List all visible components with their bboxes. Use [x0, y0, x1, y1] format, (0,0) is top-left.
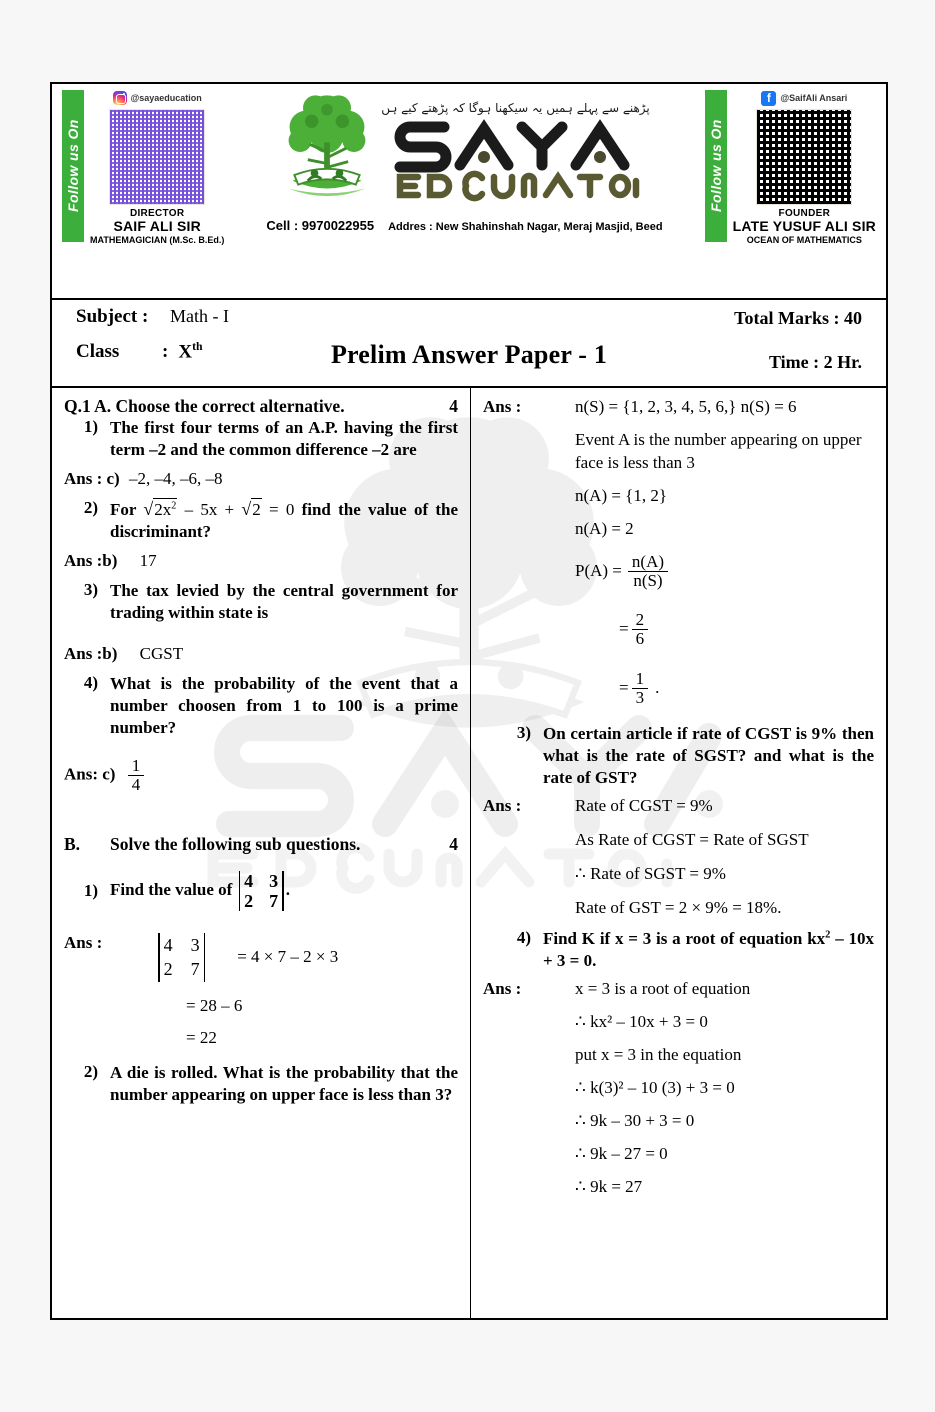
answer-a1-label: Ans : c)	[64, 469, 120, 489]
answer-r3-step-2: As Rate of CGST = Rate of SGST	[575, 829, 809, 849]
answer-r4	[483, 978, 874, 1205]
answer-b1-step-2: = 28 – 6	[186, 995, 243, 1015]
question-a3-number: 3)	[83, 579, 98, 599]
answer-a1	[64, 467, 458, 492]
question-b1-text	[110, 871, 458, 911]
answer-a1-value: –2, –4, –6, –8	[128, 469, 223, 489]
det-cell-r2c2: 7	[269, 890, 279, 911]
answer-r3	[483, 795, 874, 926]
saya-logo-text	[390, 113, 640, 173]
answer-b1-content	[156, 933, 458, 1048]
founder-role-label: FOUNDER	[778, 208, 831, 219]
det-ans-r2c2: 7	[190, 959, 200, 980]
pa-fraction	[628, 553, 668, 590]
pa-label: P(A) =	[575, 560, 622, 580]
answer-b1-step-1: = 4 × 7 – 2 × 3	[237, 947, 339, 967]
question-a2-suffix: find the value of the discriminant?	[110, 499, 458, 542]
answer-a4-label: Ans: c)	[64, 764, 116, 784]
class-label: Class	[76, 341, 120, 363]
answer-paper-page	[50, 82, 888, 1320]
right-column	[470, 388, 886, 1318]
eq-sign-2: =	[619, 677, 629, 697]
cell-number-label: Cell : 9970022955	[266, 218, 375, 233]
contact-row	[224, 218, 704, 233]
facebook-follow-block	[705, 90, 876, 245]
pa-numerator: n(A)	[628, 553, 668, 572]
answer-b2-line-1: n(S) = {1, 2, 3, 4, 5, 6,} n(S) = 6	[575, 397, 797, 416]
answer-b1	[64, 933, 458, 1048]
question-b1-label: Find the value of	[110, 879, 233, 899]
paper-meta-bar	[52, 300, 886, 388]
answer-a4-numerator: 1	[128, 757, 145, 776]
question-r4-line-2: $kx^2 - 10x + 3 = 0$.	[543, 928, 874, 970]
instagram-follow-block	[62, 90, 224, 245]
paper-body	[52, 388, 886, 1318]
question-a2-middle: – 5x +	[184, 499, 235, 519]
follow-us-on-left-label: Follow us On	[62, 90, 84, 242]
answer-b1-step-3: = 22	[186, 1027, 217, 1047]
answer-r3-body	[575, 795, 874, 926]
class-value-superscript: th	[192, 340, 203, 353]
det-cell-r1c1: 4	[244, 870, 254, 891]
question-b1-period: .	[285, 879, 290, 899]
question-a4	[64, 673, 458, 739]
answer-b2-body	[575, 396, 874, 721]
answer-a2-value: 17	[139, 551, 157, 571]
subject-value: Math - I	[170, 306, 229, 326]
answer-b2-line-3: n(A) = {1, 2}	[575, 485, 668, 505]
facebook-qr-code[interactable]	[756, 109, 852, 205]
section-b-letter: B.	[64, 833, 81, 854]
address-label: Addres : New Shahinshah Nagar, Meraj Masjid, Beed	[388, 221, 663, 233]
class-value: Xth	[178, 340, 203, 363]
education-logo-text	[390, 169, 640, 203]
time-label: Time : 2 Hr.	[769, 352, 862, 372]
instagram-icon	[113, 91, 127, 105]
answer-b2-line-4: n(A) = 2	[575, 518, 634, 538]
saya-wordmark	[381, 101, 650, 203]
question-b2	[64, 1062, 458, 1106]
section-b-heading	[64, 834, 458, 855]
answer-r4-step-2: ∴ kx² – 10x + 3 = 0	[575, 1011, 708, 1031]
prob-frac1-numerator: 2	[632, 611, 649, 630]
section-a-marks: 4	[449, 396, 458, 416]
det-cell-r2c1: 2	[244, 890, 254, 911]
question-a4-number: 4)	[83, 672, 98, 692]
answer-a4-denominator: 4	[131, 774, 141, 794]
instagram-handle-label: @sayaeducation	[130, 93, 202, 103]
founder-title-label: OCEAN OF MATHEMATICS	[746, 234, 862, 245]
question-a2-prefix: For	[110, 499, 137, 519]
answer-r3-step-3: ∴ Rate of SGST = 9%	[575, 863, 726, 883]
follow-us-on-right-label: Follow us On	[705, 90, 727, 242]
instagram-handle-row	[113, 90, 202, 106]
question-r4-number: 4)	[516, 927, 531, 947]
prob-frac1-denominator: 6	[635, 629, 645, 649]
question-r3-number: 3)	[516, 722, 531, 742]
left-column	[52, 388, 470, 1318]
class-colon: :	[162, 341, 169, 363]
question-b1-number: 1)	[83, 880, 98, 900]
answer-r4-label: Ans :	[483, 978, 522, 998]
director-block	[90, 208, 224, 245]
determinant-answer	[158, 933, 205, 982]
question-b2-number: 2)	[83, 1061, 98, 1081]
question-a1-text: The first four terms of an A.P. having the first term –2 and the common difference –2 are	[110, 418, 458, 460]
question-a1	[64, 417, 458, 461]
answer-a2-label: Ans :b)	[64, 551, 118, 571]
tree-logo-icon	[279, 92, 375, 212]
answer-b2-line-2: Event A is the number appearing on upper face is less than 3	[575, 429, 862, 472]
question-a3	[64, 580, 458, 624]
answer-b2-label: Ans :	[483, 397, 522, 416]
question-r4	[483, 928, 874, 972]
probability-fraction-1	[632, 611, 649, 648]
instagram-qr-code[interactable]	[109, 109, 205, 205]
answer-r3-label: Ans :	[483, 796, 522, 816]
question-r3	[483, 723, 874, 789]
question-r4-text	[543, 928, 874, 972]
answer-b2	[483, 396, 874, 721]
det-cell-r1c2: 3	[269, 870, 279, 891]
answer-r4-step-5: ∴ 9k – 30 + 3 = 0	[575, 1110, 695, 1130]
probability-step-2	[619, 670, 874, 707]
question-b2-text: A die is rolled. What is the probability that the number appearing on upper face is less than 3?	[110, 1062, 458, 1104]
section-a-heading-text: Q.1 A. Choose the correct alternative.	[64, 396, 345, 416]
sqrt-2: √ 2	[241, 498, 261, 521]
answer-a4	[64, 757, 458, 794]
letterhead	[52, 84, 886, 300]
question-b1	[64, 871, 458, 911]
question-a4-text: What is the probability of the event that a number choosen from 1 to 100 is a prime number?	[110, 673, 458, 737]
brand-logo-row	[224, 92, 704, 212]
page-title: Prelim Answer Paper - 1	[330, 340, 608, 369]
question-a1-number: 1)	[83, 417, 98, 436]
probability-step-1	[619, 611, 874, 648]
probability-formula	[575, 553, 874, 590]
det-ans-r1c1: 4	[163, 935, 173, 956]
total-marks-label: Total Marks : 40	[734, 308, 862, 328]
brand-block	[224, 90, 704, 233]
section-a-heading	[64, 396, 458, 417]
answer-a3-value: CGST	[139, 644, 184, 664]
subject-row	[76, 306, 862, 328]
answer-a3-label: Ans :b)	[64, 644, 118, 664]
section-b-heading-text: Solve the following sub questions.	[110, 833, 361, 854]
question-r4-line-1: Find K if x = 3 is a root of equation	[543, 928, 803, 948]
answer-r4-step-1: x = 3 is a root of equation	[575, 978, 751, 998]
section-b-marks: 4	[449, 833, 458, 854]
probability-fraction-2	[632, 670, 649, 707]
facebook-handle-label: @SaifAli Ansari	[780, 93, 848, 103]
answer-r4-step-4: ∴ k(3)² – 10 (3) + 3 = 0	[575, 1077, 735, 1097]
question-a2	[64, 498, 458, 543]
instagram-qr-column	[90, 90, 224, 245]
sqrt-2x-squared: √ $2x^2$	[143, 498, 177, 521]
facebook-icon: f	[761, 91, 776, 106]
det-ans-r1c2: 3	[190, 935, 200, 956]
director-role-label: DIRECTOR	[129, 208, 185, 219]
eq-sign-1: =	[619, 619, 629, 639]
det-ans-r2c1: 2	[163, 959, 173, 980]
determinant-inline	[239, 871, 284, 911]
director-qualification-label: MATHEMAGICIAN (M.Sc. B.Ed.)	[90, 234, 225, 245]
trailing-dot: .	[655, 677, 660, 697]
answer-r4-step-6: ∴ 9k – 27 = 0	[575, 1143, 668, 1163]
urdu-tagline: پڑھنے سے پہلے ہمیں یہ سیکھنا ہوگا کہ پڑھتے کیے ہں	[381, 101, 650, 115]
answer-b1-label: Ans :	[64, 933, 103, 953]
pa-denominator: n(S)	[633, 570, 663, 590]
question-a2-equals: = 0	[269, 499, 295, 519]
answer-a4-fraction	[128, 757, 145, 794]
answer-r4-body	[575, 978, 874, 1205]
answer-r4-step-3: put x = 3 in the equation	[575, 1044, 742, 1064]
director-name-label: SAIF ALI SIR	[113, 218, 201, 235]
founder-name-label: LATE YUSUF ALI SIR	[732, 218, 876, 235]
subject-label: Subject :	[76, 306, 149, 327]
answer-r3-step-4: Rate of GST = 2 × 9% = 18%.	[575, 897, 782, 917]
answer-a2	[64, 549, 458, 574]
question-a2-number: 2)	[83, 497, 98, 517]
facebook-handle-row	[761, 90, 847, 106]
two-column-layout	[52, 388, 886, 1318]
question-a3-text: The tax levied by the central government for trading within state is	[110, 580, 458, 623]
question-a2-text	[110, 498, 458, 543]
question-r3-text: On certain article if rate of CGST is 9% then what is the rate of SGST? and what is the rate of GST?	[543, 723, 874, 787]
prob-frac2-denominator: 3	[635, 687, 645, 707]
answer-r3-step-1: Rate of CGST = 9%	[575, 796, 713, 816]
prob-frac2-numerator: 1	[632, 670, 649, 689]
facebook-qr-column	[733, 90, 876, 245]
answer-a3	[64, 642, 458, 667]
founder-block	[733, 208, 876, 245]
answer-r4-step-7: ∴ 9k = 27	[575, 1176, 643, 1196]
